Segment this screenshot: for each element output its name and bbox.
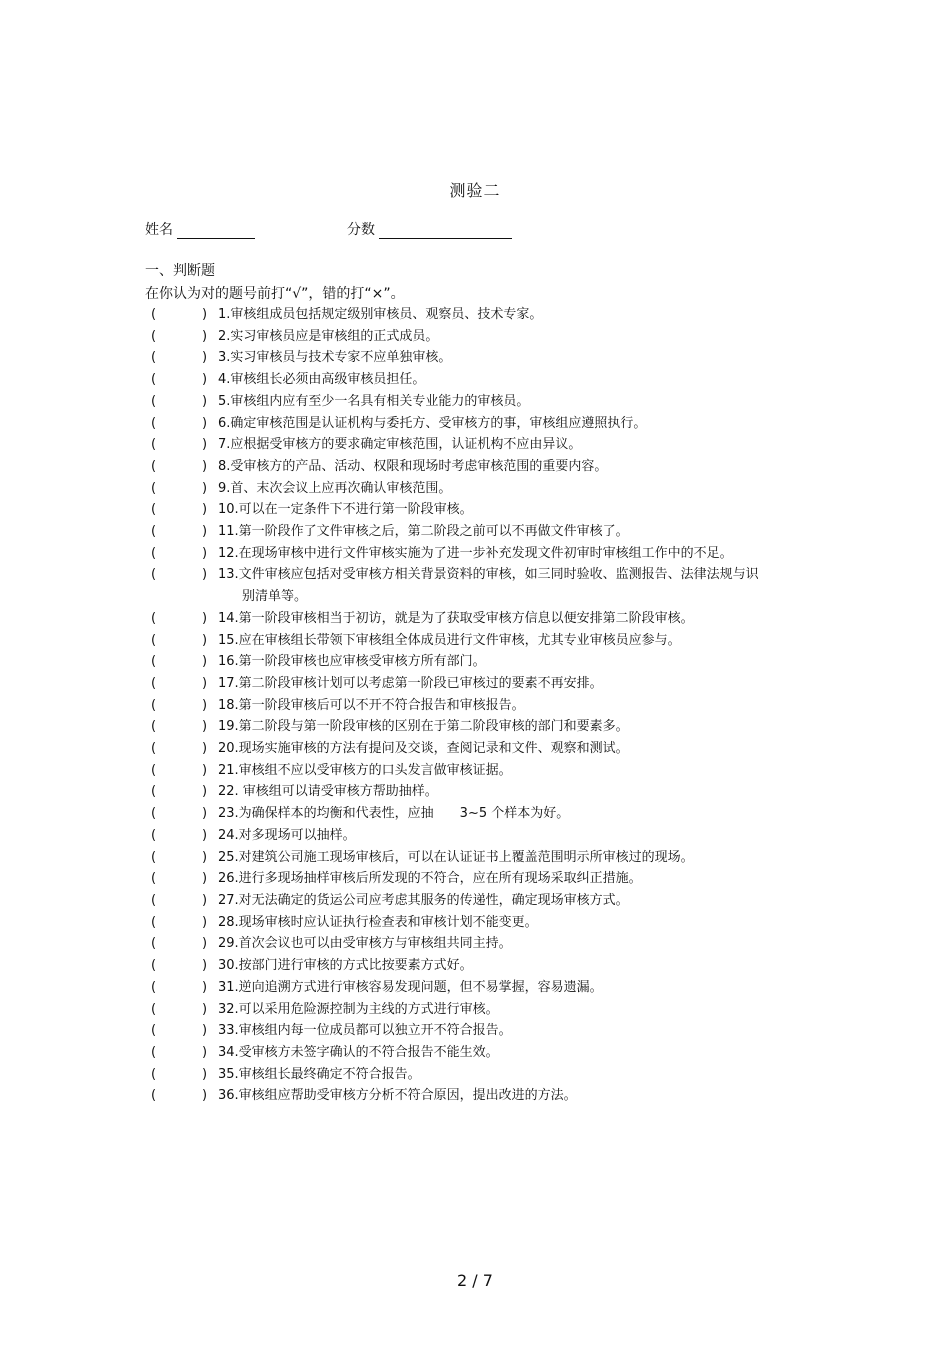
question-item — [148, 369, 748, 391]
answer-paren-right: ) — [202, 892, 208, 908]
question-item — [148, 326, 748, 348]
question-text: 4.审核组长必须由高级审核员担任。 — [218, 372, 426, 388]
answer-paren-right: ) — [202, 480, 208, 496]
answer-paren-left: ( — [151, 892, 157, 908]
question-item — [148, 933, 748, 955]
answer-paren-left: ( — [151, 524, 157, 540]
answer-paren-left: ( — [151, 415, 157, 431]
question-item — [148, 868, 748, 890]
answer-paren-left: ( — [151, 654, 157, 670]
page-title: 测验二 — [449, 181, 501, 200]
question-item — [148, 1020, 748, 1042]
answer-paren-right: ) — [202, 958, 208, 974]
answer-paren-left: ( — [151, 806, 157, 822]
answer-paren-right: ) — [202, 350, 208, 366]
answer-paren-right: ) — [202, 914, 208, 930]
answer-paren-right: ) — [202, 784, 208, 800]
answer-paren-right: ) — [202, 632, 208, 648]
answer-paren-right: ) — [202, 393, 208, 409]
answer-paren-left: ( — [151, 480, 157, 496]
answer-paren-left: ( — [151, 741, 157, 757]
question-item — [148, 890, 748, 912]
answer-paren-left: ( — [151, 350, 157, 366]
answer-paren-left: ( — [151, 1066, 157, 1082]
answer-paren-right: ) — [202, 1044, 208, 1060]
answer-paren-left: ( — [151, 719, 157, 735]
question-text: 26.进行多现场抽样审核后所发现的不符合，应在所有现场采取纠正措施。 — [218, 871, 642, 887]
answer-paren-left: ( — [151, 632, 157, 648]
question-text: 32.可以采用危险源控制为主线的方式进行审核。 — [218, 1001, 499, 1017]
answer-paren-left: ( — [151, 871, 157, 887]
question-text: 18.第一阶段审核后可以不开不符合报告和审核报告。 — [218, 697, 525, 713]
answer-paren-right: ) — [202, 437, 208, 453]
answer-paren-right: ) — [202, 524, 208, 540]
question-text: 29.首次会议也可以由受审核方与审核组共同主持。 — [218, 936, 512, 952]
answer-paren-left: ( — [151, 437, 157, 453]
question-text: 30.按部门进行审核的方式比按要素方式好。 — [218, 958, 473, 974]
answer-paren-right: ) — [202, 1023, 208, 1039]
question-item — [148, 608, 748, 630]
question-text: 21.审核组不应以受审核方的口头发言做审核证据。 — [218, 762, 512, 778]
question-text: 28.现场审核时应认证执行检查表和审核计划不能变更。 — [218, 914, 538, 930]
answer-paren-right: ) — [202, 719, 208, 735]
answer-paren-left: ( — [151, 458, 157, 474]
answer-paren-right: ) — [202, 1088, 208, 1104]
answer-paren-left: ( — [151, 849, 157, 865]
question-text: 17.第二阶段审核计划可以考虑第一阶段已审核过的要素不再安排。 — [218, 675, 603, 691]
answer-paren-right: ) — [202, 697, 208, 713]
question-item — [148, 413, 748, 435]
question-item — [148, 825, 748, 847]
question-text: 10.可以在一定条件下不进行第一阶段审核。 — [218, 502, 473, 518]
instruction-text: 在你认为对的题号前打“√”，错的打“×”。 — [145, 286, 405, 302]
question-text: 35.审核组长最终确定不符合报告。 — [218, 1066, 421, 1082]
question-text: 27.对无法确定的货运公司应考虑其服务的传递性，确定现场审核方式。 — [218, 892, 629, 908]
question-text: 7.应根据受审核方的要求确定审核范围，认证机构不应由异议。 — [218, 437, 582, 453]
question-item — [148, 391, 748, 413]
answer-paren-right: ) — [202, 1066, 208, 1082]
answer-paren-right: ) — [202, 415, 208, 431]
question-item — [148, 456, 748, 478]
answer-paren-right: ) — [202, 675, 208, 691]
question-item — [148, 912, 748, 934]
answer-paren-left: ( — [151, 1023, 157, 1039]
question-item — [148, 347, 748, 369]
answer-paren-right: ) — [202, 762, 208, 778]
section-heading: 一、判断题 — [145, 263, 215, 279]
answer-paren-left: ( — [151, 307, 157, 322]
answer-paren-right: ) — [202, 654, 208, 670]
question-item — [148, 651, 748, 673]
answer-paren-left: ( — [151, 328, 157, 344]
answer-paren-left: ( — [151, 827, 157, 843]
score-field — [347, 219, 512, 239]
question-text: 22. 审核组可以请受审核方帮助抽样。 — [218, 784, 438, 800]
answer-paren-right: ) — [202, 545, 208, 561]
question-item — [148, 521, 748, 543]
question-text: 13.文件审核应包括对受审核方相关背景资料的审核，如三同时验收、监测报告、法律法规与识别清单等。 — [218, 567, 759, 605]
question-item — [148, 478, 748, 500]
question-item — [148, 781, 748, 803]
answer-paren-right: ) — [202, 979, 208, 995]
question-item — [148, 738, 748, 760]
question-item — [148, 716, 748, 738]
question-list — [148, 304, 759, 1107]
question-text: 25.对建筑公司施工现场审核后，可以在认证证书上覆盖范围明示所审核过的现场。 — [218, 849, 694, 865]
question-item — [148, 803, 748, 825]
answer-paren-right: ) — [202, 502, 208, 518]
question-item — [148, 1085, 748, 1107]
answer-paren-left: ( — [151, 914, 157, 930]
answer-paren-right: ) — [202, 458, 208, 474]
answer-paren-right: ) — [202, 567, 208, 583]
question-item — [148, 1064, 748, 1086]
question-text: 6.确定审核范围是认证机构与委托方、受审核方的事，审核组应遵照执行。 — [218, 415, 647, 431]
question-text: 9.首、末次会议上应再次确认审核范围。 — [218, 480, 452, 496]
question-item — [148, 564, 759, 607]
answer-paren-left: ( — [151, 1088, 157, 1104]
answer-paren-left: ( — [151, 1001, 157, 1017]
answer-paren-left: ( — [151, 697, 157, 713]
score-label: 分数 — [347, 222, 375, 238]
answer-paren-left: ( — [151, 762, 157, 778]
question-text: 31.逆向追溯方式进行审核容易发现问题，但不易掌握，容易遗漏。 — [218, 979, 603, 995]
answer-paren-right: ) — [202, 827, 208, 843]
answer-paren-right: ) — [202, 1001, 208, 1017]
question-text: 5.审核组内应有至少一名具有相关专业能力的审核员。 — [218, 393, 530, 409]
answer-paren-left: ( — [151, 958, 157, 974]
question-text: 24.对多现场可以抽样。 — [218, 827, 356, 843]
question-item — [148, 304, 748, 326]
question-text: 15.应在审核组长带领下审核组全体成员进行文件审核，尤其专业审核员应参与。 — [218, 632, 681, 648]
question-text: 20.现场实施审核的方法有提问及交谈，查阅记录和文件、观察和测试。 — [218, 741, 629, 757]
question-text: 2.实习审核员应是审核组的正式成员。 — [218, 328, 439, 344]
answer-paren-left: ( — [151, 979, 157, 995]
answer-paren-right: ) — [202, 610, 208, 626]
answer-paren-right: ) — [202, 328, 208, 344]
answer-paren-right: ) — [202, 871, 208, 887]
question-text: 33.审核组内每一位成员都可以独立开不符合报告。 — [218, 1023, 512, 1039]
question-text: 34.受审核方未签字确认的不符合报告不能生效。 — [218, 1044, 499, 1060]
question-item — [148, 955, 748, 977]
question-item — [148, 999, 748, 1021]
answer-paren-right: ) — [202, 307, 208, 322]
question-item — [148, 760, 748, 782]
question-item — [148, 847, 748, 869]
answer-paren-left: ( — [151, 372, 157, 388]
answer-paren-left: ( — [151, 784, 157, 800]
question-item — [148, 499, 748, 521]
answer-paren-left: ( — [151, 567, 157, 583]
answer-paren-left: ( — [151, 936, 157, 952]
question-text: 23.为确保样本的均衡和代表性，应抽 3~5 个样本为好。 — [218, 806, 570, 822]
question-text: 1.审核组成员包括规定级别审核员、观察员、技术专家。 — [218, 307, 543, 322]
question-item — [148, 977, 748, 999]
question-item — [148, 543, 748, 565]
question-text: 3.实习审核员与技术专家不应单独审核。 — [218, 350, 452, 366]
question-text: 11.第一阶段作了文件审核之后，第二阶段之前可以不再做文件审核了。 — [218, 524, 629, 540]
question-item — [148, 695, 748, 717]
answer-paren-left: ( — [151, 502, 157, 518]
name-field — [145, 219, 255, 239]
answer-paren-right: ) — [202, 849, 208, 865]
name-blank-line — [177, 223, 255, 239]
answer-paren-left: ( — [151, 1044, 157, 1060]
answer-paren-left: ( — [151, 545, 157, 561]
answer-paren-right: ) — [202, 806, 208, 822]
answer-paren-right: ) — [202, 372, 208, 388]
name-label: 姓名 — [145, 222, 173, 238]
answer-paren-right: ) — [202, 741, 208, 757]
question-text: 16.第一阶段审核也应审核受审核方所有部门。 — [218, 654, 486, 670]
header-fields — [145, 219, 845, 241]
page-number: 2 / 7 — [457, 1271, 493, 1290]
answer-paren-left: ( — [151, 610, 157, 626]
question-item — [148, 434, 748, 456]
score-blank-line — [379, 223, 512, 239]
answer-paren-right: ) — [202, 936, 208, 952]
question-text: 8.受审核方的产品、活动、权限和现场时考虑审核范围的重要内容。 — [218, 458, 608, 474]
question-item — [148, 673, 748, 695]
answer-paren-left: ( — [151, 393, 157, 409]
question-text: 36.审核组应帮助受审核方分析不符合原因，提出改进的方法。 — [218, 1088, 577, 1104]
question-item — [148, 630, 748, 652]
question-item — [148, 1042, 748, 1064]
question-text: 12.在现场审核中进行文件审核实施为了进一步补充发现文件初审时审核组工作中的不足。 — [218, 545, 733, 561]
question-text: 14.第一阶段审核相当于初访，就是为了获取受审核方信息以便安排第二阶段审核。 — [218, 610, 694, 626]
question-text: 19.第二阶段与第一阶段审核的区别在于第二阶段审核的部门和要素多。 — [218, 719, 629, 735]
answer-paren-left: ( — [151, 675, 157, 691]
